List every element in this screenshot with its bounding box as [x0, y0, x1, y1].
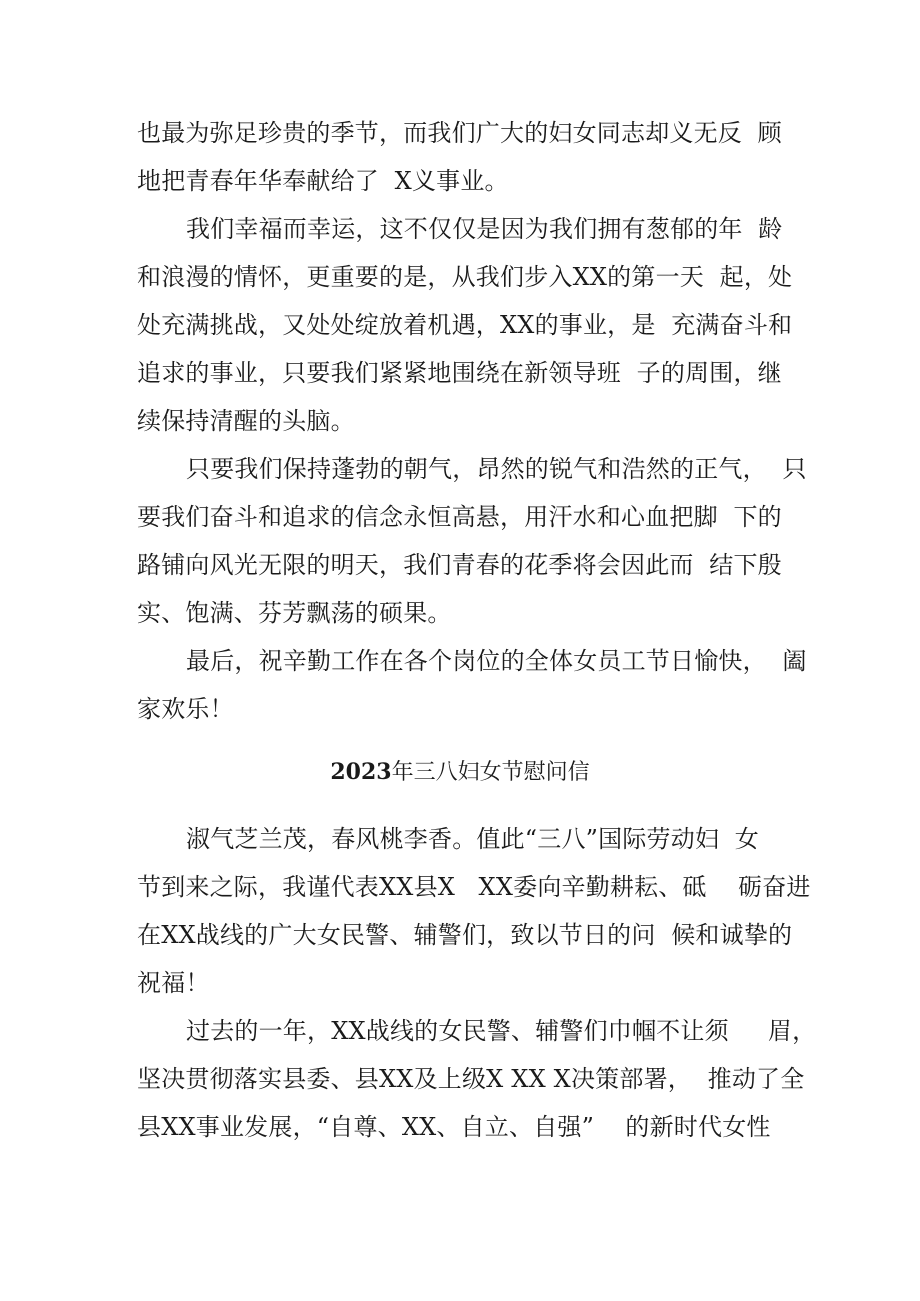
- paragraph-line: 县XX事业发展，“自尊、XX、自立、自强” 的新时代女性: [137, 1113, 771, 1141]
- paragraph-line: 要我们奋斗和追求的信念永恒高悬，用汗水和心血把脚 下的: [137, 503, 782, 531]
- paragraph-line: 也最为弥足珍贵的季节，而我们广大的妇女同志却义无反 顾: [137, 119, 782, 147]
- paragraph-line: 我们幸福而幸运，这不仅仅是因为我们拥有葱郁的年 龄: [186, 215, 783, 243]
- paragraph-line: 家欢乐！: [137, 695, 234, 723]
- paragraph-line: 路铺向风光无限的明天，我们青春的花季将会因此而 结下殷: [137, 551, 782, 579]
- paragraph-line: 祝福！: [137, 969, 210, 997]
- paragraph-line: 节到来之际，我谨代表XX县X XX委向辛勤耕耘、砥 砺奋进: [137, 873, 811, 901]
- letter-title-text: 年三八妇女节慰问信: [391, 760, 590, 785]
- paragraph-line: 坚决贯彻落实县委、县XX及上级X XX X决策部署， 推动了全: [137, 1065, 805, 1093]
- paragraph-line: 实、饱满、芬芳飘荡的硕果。: [137, 599, 452, 627]
- paragraph-line: 淑气芝兰茂，春风桃李香。值此“三八”国际劳动妇 女: [186, 825, 759, 853]
- paragraph-line: 和浪漫的情怀，更重要的是，从我们步入XX的第一天 起，处: [137, 263, 793, 291]
- paragraph-line: 地把青春年华奉献给了 X义事业。: [137, 167, 509, 195]
- letter-title: [0, 756, 920, 789]
- paragraph-line: 过去的一年，XX战线的女民警、辅警们巾帼不让须 眉，: [186, 1017, 817, 1045]
- paragraph-line: 追求的事业，只要我们紧紧地围绕在新领导班 子的周围，继: [137, 359, 782, 387]
- paragraph-line: 最后，祝辛勤工作在各个岗位的全体女员工节日愉快， 阖: [186, 647, 807, 675]
- paragraph-line: 在XX战线的广大女民警、辅警们，致以节日的问 候和诚挚的: [137, 921, 793, 949]
- paragraph-line: 续保持清醒的头脑。: [137, 407, 355, 435]
- paragraph-line: 只要我们保持蓬勃的朝气，昂然的锐气和浩然的正气， 只: [186, 455, 807, 483]
- letter-title-year: 2023: [330, 759, 392, 785]
- paragraph-line: 处充满挑战，又处处绽放着机遇，XX的事业，是 充满奋斗和: [137, 311, 793, 339]
